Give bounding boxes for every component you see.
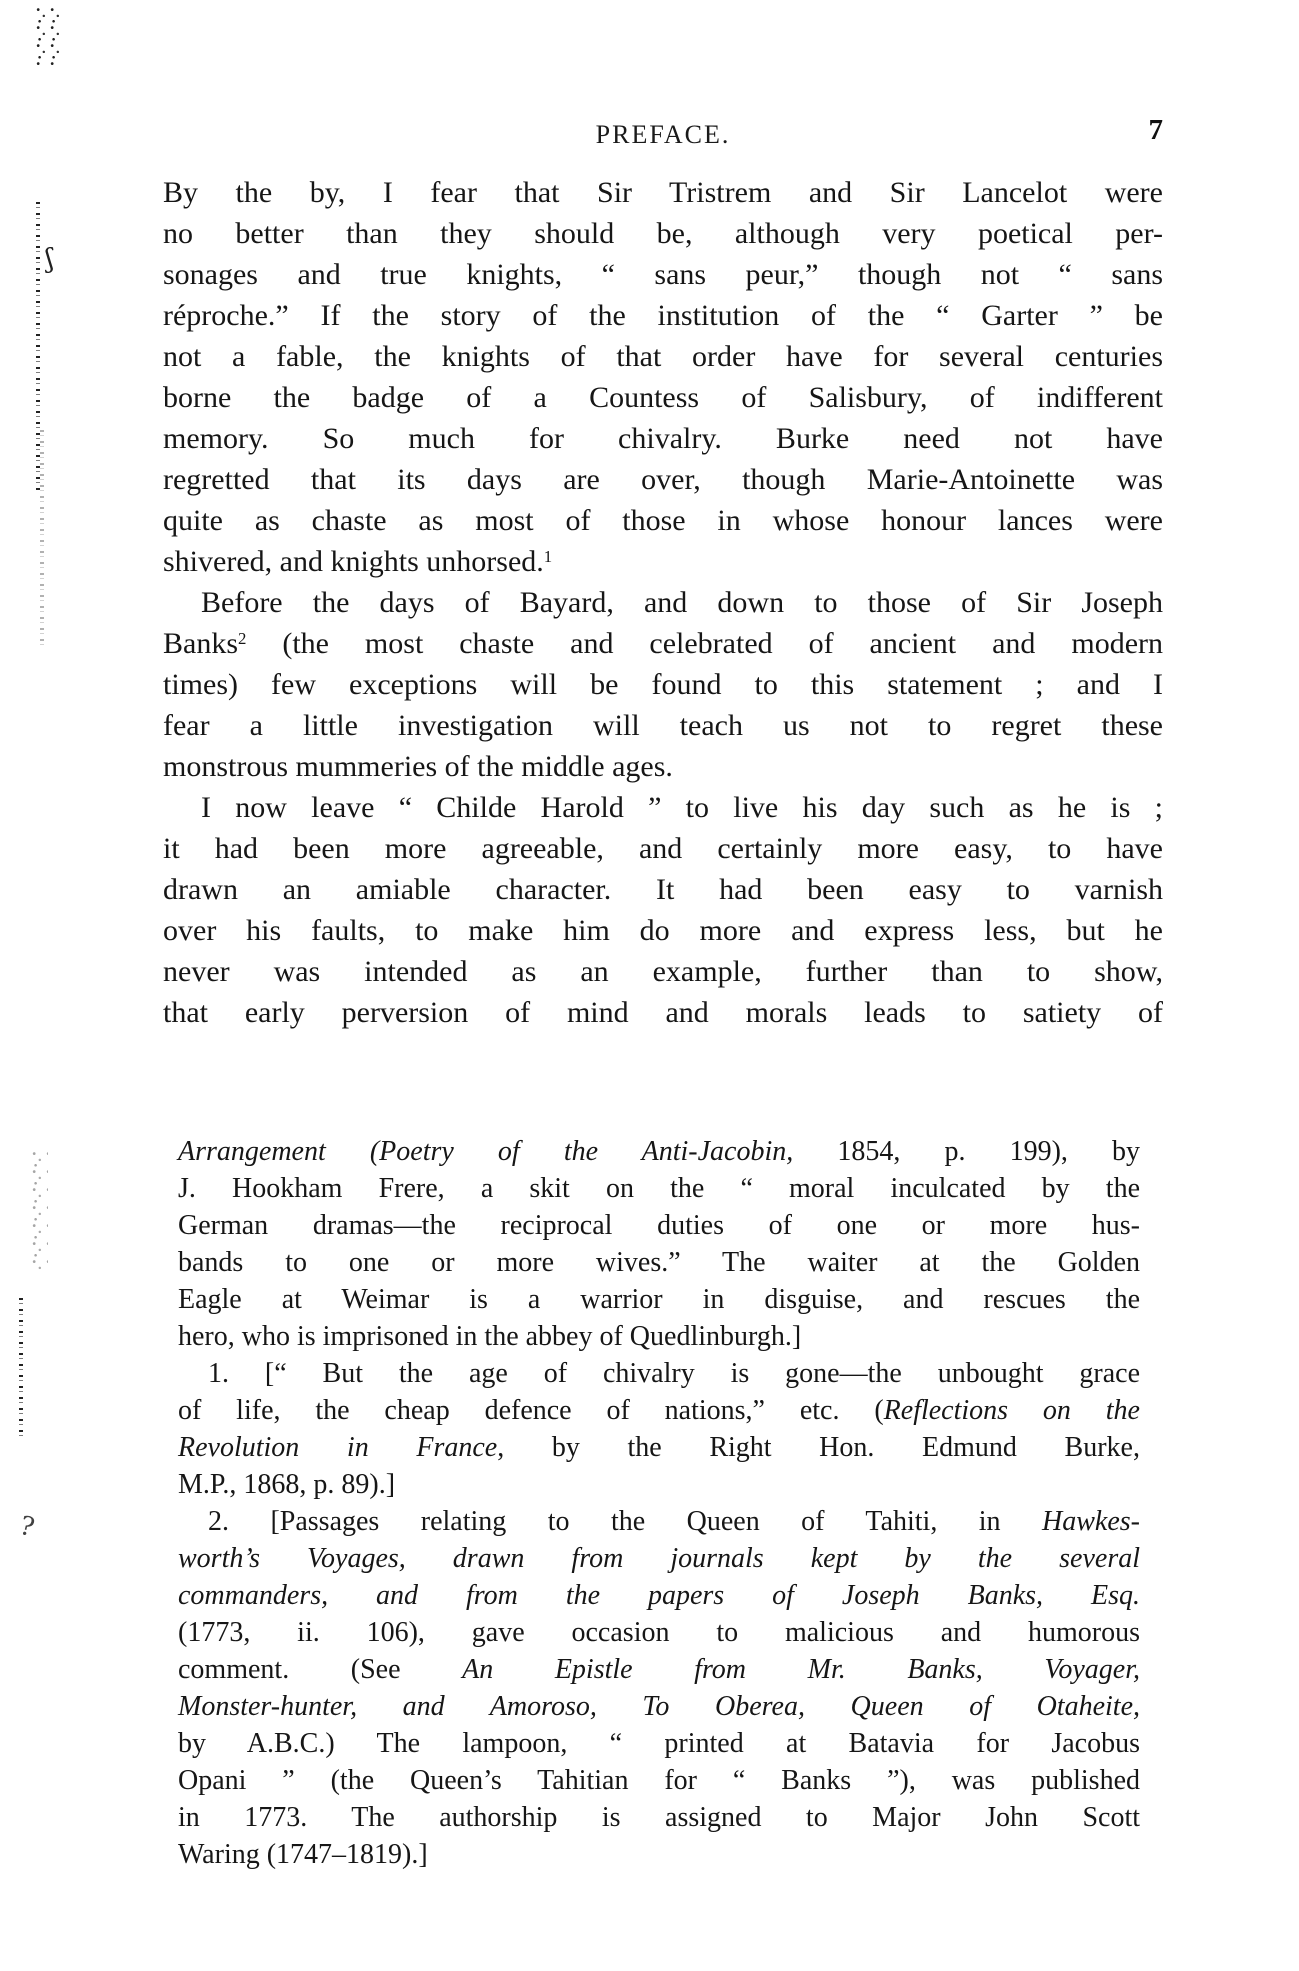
text-segment: not a fable, the knights of that order have for several centuries bbox=[163, 340, 1163, 373]
text-segment: comment. (See bbox=[178, 1654, 463, 1685]
footnotes bbox=[178, 1133, 1140, 1873]
text-line bbox=[163, 295, 1163, 336]
text-line bbox=[178, 1281, 1140, 1318]
scan-artifact-speckles-mid bbox=[30, 1150, 48, 1270]
scan-artifact-streak-lower bbox=[19, 1298, 23, 1440]
text-segment: 1854, p. 199), by bbox=[793, 1136, 1141, 1167]
text-line bbox=[163, 705, 1163, 746]
text-line bbox=[163, 459, 1163, 500]
text-segment: Hawkes- bbox=[1042, 1506, 1140, 1537]
text-line bbox=[178, 1207, 1140, 1244]
text-line bbox=[163, 910, 1163, 951]
text-line bbox=[178, 1355, 1140, 1392]
text-segment: 2. [Passages relating to the Queen of Tahiti, in bbox=[208, 1506, 1043, 1537]
text-segment: 1. [“ But the age of chivalry is gone—the unbought grace bbox=[208, 1358, 1140, 1389]
scan-artifact-squiggle: ʃ bbox=[43, 243, 56, 275]
text-line bbox=[178, 1762, 1140, 1799]
text-segment: borne the badge of a Countess of Salisbury, of indifferent bbox=[163, 381, 1163, 414]
text-segment: , by the Right Hon. Edmund Burke, bbox=[497, 1432, 1140, 1463]
text-segment: quite as chaste as most of those in whose honour lances were bbox=[163, 504, 1163, 537]
page-number: 7 bbox=[1148, 114, 1163, 146]
text-line bbox=[163, 377, 1163, 418]
text-line bbox=[163, 254, 1163, 295]
text-segment: regretted that its days are over, though Marie-Antoinette was bbox=[163, 463, 1163, 496]
scan-artifact-streak-upper bbox=[36, 202, 40, 492]
text-line bbox=[178, 1540, 1140, 1577]
footnote-reference-superscript: 1 bbox=[543, 547, 553, 566]
text-segment: by A.B.C.) The lampoon, “ printed at Batavia for Jacobus bbox=[178, 1728, 1140, 1759]
text-segment: fear a little investigation will teach us not to regret these bbox=[163, 709, 1163, 742]
text-segment: over his faults, to make him do more and express less, but he bbox=[163, 914, 1163, 947]
text-segment: Eagle at Weimar is a warrior in disguise, and rescues the bbox=[178, 1284, 1140, 1315]
text-line bbox=[178, 1133, 1140, 1170]
text-segment: commanders, and from the papers of Joseph Banks, Esq. bbox=[178, 1580, 1140, 1611]
text-line bbox=[163, 418, 1163, 459]
text-line bbox=[163, 541, 1163, 582]
text-line bbox=[163, 787, 1163, 828]
text-line bbox=[178, 1688, 1140, 1725]
text-line bbox=[178, 1318, 1140, 1355]
text-line bbox=[178, 1614, 1140, 1651]
text-line bbox=[163, 172, 1163, 213]
text-line bbox=[178, 1651, 1140, 1688]
text-segment: shivered, and knights unhorsed. bbox=[163, 545, 544, 578]
text-segment: By the by, I fear that Sir Tristrem and Sir Lancelot were bbox=[163, 176, 1163, 209]
text-segment: bands to one or more wives.” The waiter at the Golden bbox=[178, 1247, 1140, 1278]
text-segment: German dramas—the reciprocal duties of one or more hus- bbox=[178, 1210, 1140, 1241]
text-line bbox=[178, 1170, 1140, 1207]
text-segment: An Epistle from Mr. Banks, Voyager, bbox=[462, 1654, 1140, 1685]
text-segment: in 1773. The authorship is assigned to Major John Scott bbox=[178, 1802, 1140, 1833]
footnote-reference-superscript: 2 bbox=[238, 629, 247, 648]
text-segment: Arrangement (Poetry of the Anti-Jacobin, bbox=[178, 1136, 794, 1167]
text-segment: sonages and true knights, “ sans peur,” though not “ sans bbox=[163, 258, 1163, 291]
text-segment: J. Hookham Frere, a skit on the “ moral inculcated by the bbox=[178, 1173, 1140, 1204]
text-line bbox=[163, 951, 1163, 992]
text-line bbox=[178, 1244, 1140, 1281]
text-segment: never was intended as an example, further than to show, bbox=[163, 955, 1163, 988]
text-line bbox=[178, 1503, 1140, 1540]
text-segment: times) few exceptions will be found to this statement ; and I bbox=[163, 668, 1163, 701]
running-head-title: PREFACE. bbox=[595, 120, 731, 149]
text-segment: hero, who is imprisoned in the abbey of Quedlinburgh.] bbox=[178, 1321, 802, 1352]
scan-artifact-speckles-top bbox=[34, 6, 62, 66]
text-segment: Waring (1747–1819).] bbox=[178, 1839, 428, 1870]
text-line bbox=[163, 336, 1163, 377]
text-line bbox=[163, 664, 1163, 705]
text-line bbox=[163, 582, 1163, 623]
text-segment: worth’s Voyages, drawn from journals kept by the several bbox=[178, 1543, 1140, 1574]
text-segment: (1773, ii. 106), gave occasion to malicious and humorous bbox=[178, 1617, 1140, 1648]
text-line bbox=[163, 500, 1163, 541]
text-line bbox=[163, 992, 1163, 1033]
text-segment: of life, the cheap defence of nations,” etc. ( bbox=[178, 1395, 884, 1426]
text-line bbox=[178, 1577, 1140, 1614]
text-line bbox=[178, 1429, 1140, 1466]
text-line bbox=[178, 1466, 1140, 1503]
text-line bbox=[163, 828, 1163, 869]
text-line bbox=[163, 869, 1163, 910]
text-line bbox=[178, 1799, 1140, 1836]
scan-artifact-question-mark: ? bbox=[16, 1510, 38, 1544]
text-line bbox=[163, 623, 1163, 664]
text-segment: réproche.” If the story of the institution of the “ Garter ” be bbox=[163, 299, 1163, 332]
text-segment: that early perversion of mind and morals leads to satiety of bbox=[163, 996, 1163, 1029]
text-line bbox=[163, 746, 1163, 787]
scan-artifact-streak-upper-faint bbox=[40, 430, 44, 650]
text-line bbox=[178, 1392, 1140, 1429]
text-segment: Banks bbox=[163, 627, 238, 660]
text-segment: Opani ” (the Queen’s Tahitian for “ Banks ”), was published bbox=[178, 1765, 1140, 1796]
text-line bbox=[178, 1836, 1140, 1873]
text-segment: drawn an amiable character. It had been easy to varnish bbox=[163, 873, 1163, 906]
text-segment: M.P., 1868, p. 89).] bbox=[178, 1469, 396, 1500]
text-segment: I now leave “ Childe Harold ” to live his day such as he is ; bbox=[201, 791, 1163, 824]
text-segment: memory. So much for chivalry. Burke need not have bbox=[163, 422, 1163, 455]
text-segment: Before the days of Bayard, and down to those of Sir Joseph bbox=[201, 586, 1163, 619]
text-segment: (the most chaste and celebrated of ancient and modern bbox=[246, 627, 1163, 660]
text-segment: it had been more agreeable, and certainly more easy, to have bbox=[163, 832, 1163, 865]
text-segment: Monster-hunter, and Amoroso, To Oberea, Queen of Otaheite, bbox=[178, 1691, 1140, 1722]
text-segment: monstrous mummeries of the middle ages. bbox=[163, 750, 673, 783]
text-line bbox=[178, 1725, 1140, 1762]
text-segment: Revolution in France bbox=[178, 1432, 498, 1463]
body-text bbox=[163, 172, 1163, 1033]
text-line bbox=[163, 213, 1163, 254]
text-segment: Reflections on the bbox=[883, 1395, 1140, 1426]
text-segment: no better than they should be, although very poetical per- bbox=[163, 217, 1163, 250]
